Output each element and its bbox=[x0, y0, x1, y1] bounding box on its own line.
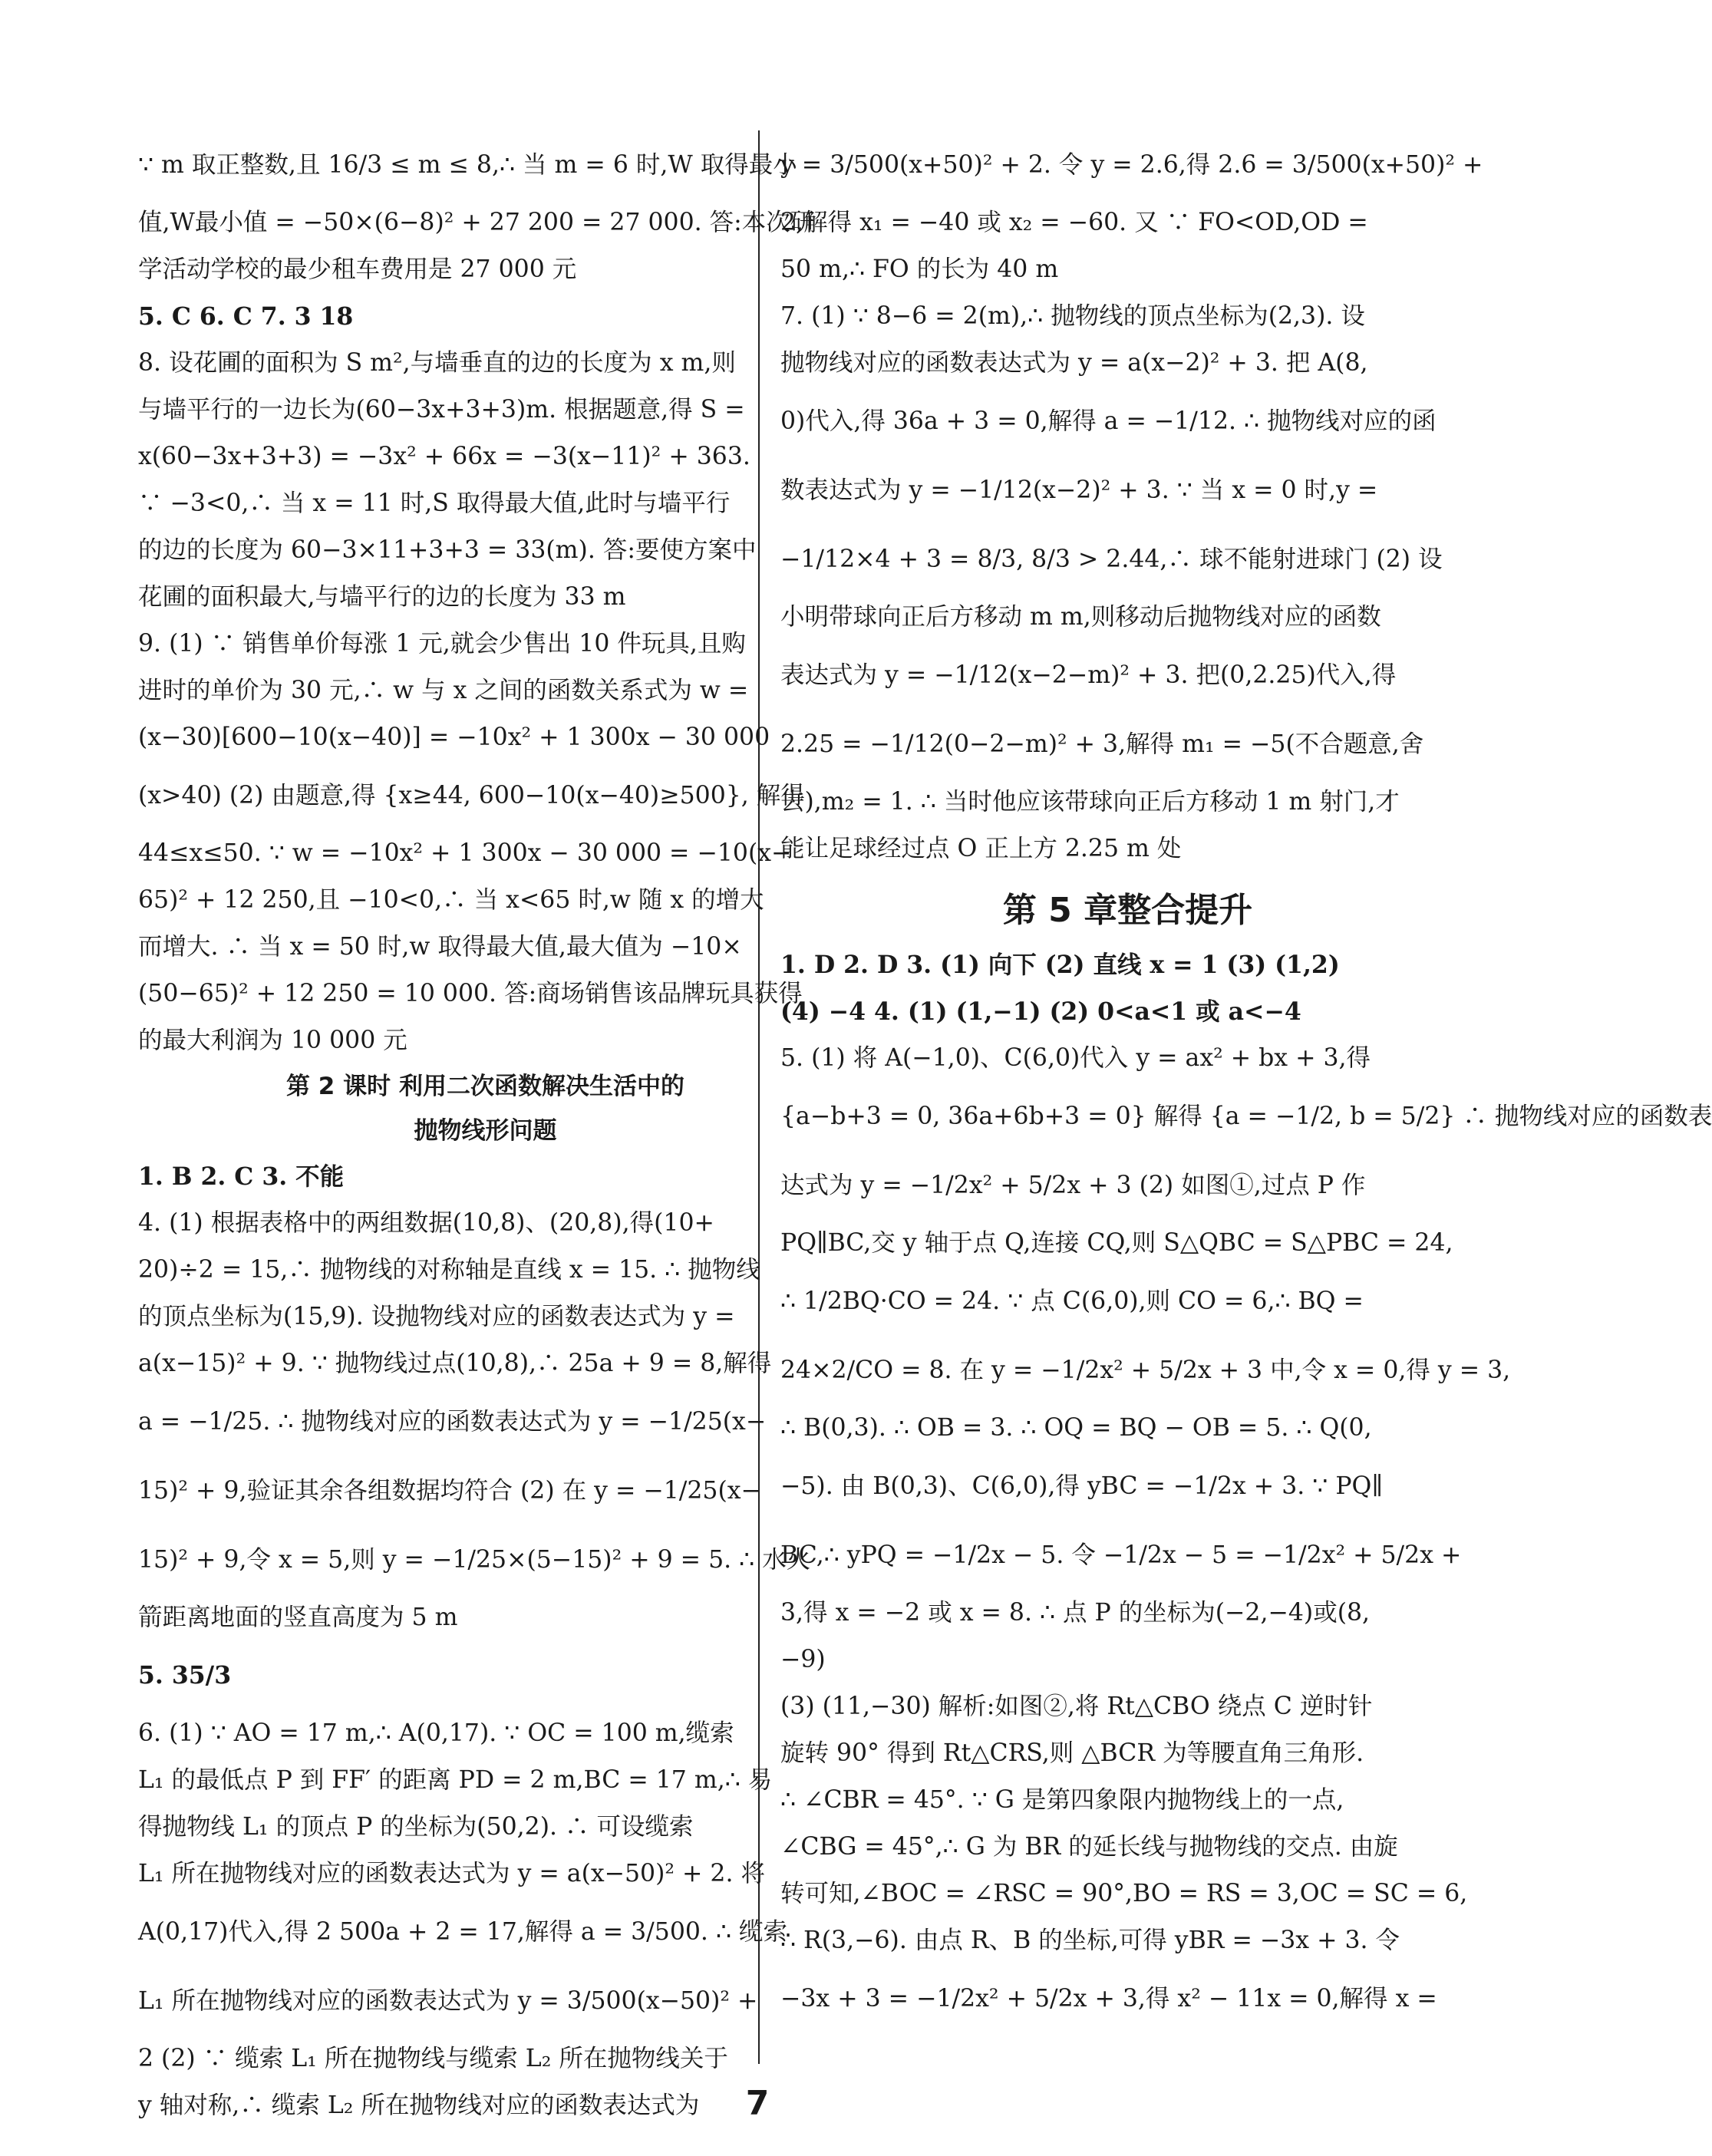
text-line: 学活动学校的最少租车费用是 27 000 元 bbox=[138, 255, 577, 283]
text-line: 花圃的面积最大,与墙平行的边的长度为 33 m bbox=[138, 583, 626, 611]
answer-line: 5. 35/3 bbox=[138, 1661, 232, 1690]
text-line: 2,解得 x₁ = −40 或 x₂ = −60. 又 ∵ FO<OD,OD = bbox=[780, 209, 1368, 236]
text-line: 20)÷2 = 15,∴ 抛物线的对称轴是直线 x = 15. ∴ 抛物线 bbox=[138, 1256, 760, 1284]
text-line: 2.25 = −1/12(0−2−m)² + 3,解得 m₁ = −5(不合题意,舍 bbox=[780, 730, 1424, 758]
text-line: (x−30)[600−10(x−40)] = −10x² + 1 300x − 30 000 bbox=[138, 724, 770, 751]
text-line: L₁ 所在抛物线对应的函数表达式为 y = 3/500(x−50)² + bbox=[138, 1987, 758, 2015]
text-line: PQ∥BC,交 y 轴于点 Q,连接 CQ,则 S△QBC = S△PBC = 24, bbox=[780, 1229, 1453, 1257]
text-line: 得抛物线 L₁ 的顶点 P 的坐标为(50,2). ∴ 可设缆索 bbox=[138, 1813, 694, 1841]
text-line: 值,W最小值 = −50×(6−8)² + 27 200 = 27 000. 答:本次研 bbox=[138, 209, 815, 236]
text-line: 50 m,∴ FO 的长为 40 m bbox=[780, 255, 1059, 283]
text-line: 的边的长度为 60−3×11+3+3 = 33(m). 答:要使方案中 bbox=[138, 536, 757, 564]
page-number: 7 bbox=[745, 2084, 770, 2123]
text-line: 去),m₂ = 1. ∴ 当时他应该带球向正后方移动 1 m 射门,才 bbox=[780, 788, 1400, 816]
text-line: 15)² + 9,令 x = 5,则 y = −1/25×(5−15)² + 9 = 5. ∴ 水火 bbox=[138, 1546, 811, 1574]
text-line: a(x−15)² + 9. ∵ 抛物线过点(10,8),∴ 25a + 9 = 8,解得 bbox=[138, 1350, 772, 1377]
text-line: 6. (1) ∵ AO = 17 m,∴ A(0,17). ∵ OC = 100 m,缆索 bbox=[138, 1719, 734, 1747]
text-line: ∴ 1/2BQ·CO = 24. ∵ 点 C(6,0),则 CO = 6,∴ BQ = bbox=[780, 1287, 1364, 1315]
text-line: 7. (1) ∵ 8−6 = 2(m),∴ 抛物线的顶点坐标为(2,3). 设 bbox=[780, 302, 1365, 330]
text-line: a = −1/25. ∴ 抛物线对应的函数表达式为 y = −1/25(x− bbox=[138, 1408, 767, 1436]
text-line: 能让足球经过点 O 正上方 2.25 m 处 bbox=[780, 835, 1182, 862]
text-line: 65)² + 12 250,且 −10<0,∴ 当 x<65 时,w 随 x 的增大 bbox=[138, 886, 764, 914]
text-line: 进时的单价为 30 元,∴ w 与 x 之间的函数关系式为 w = bbox=[138, 677, 749, 704]
text-line: 转可知,∠BOC = ∠RSC = 90°,BO = RS = 3,OC = SC = 6, bbox=[780, 1880, 1468, 1907]
text-line: 2 (2) ∵ 缆索 L₁ 所在抛物线与缆索 L₂ 所在抛物线关于 bbox=[138, 2045, 728, 2072]
text-line: BC,∴ yPQ = −1/2x − 5. 令 −1/2x − 5 = −1/2x² + 5/2x + bbox=[780, 1541, 1462, 1569]
text-line: y 轴对称,∴ 缆索 L₂ 所在抛物线对应的函数表达式为 bbox=[138, 2092, 700, 2119]
text-line: ∴ ∠CBR = 45°. ∵ G 是第四象限内抛物线上的一点, bbox=[780, 1786, 1344, 1814]
text-line: 15)² + 9,验证其余各组数据均符合 (2) 在 y = −1/25(x− bbox=[138, 1477, 761, 1505]
left-column bbox=[138, 130, 833, 2129]
text-line: (50−65)² + 12 250 = 10 000. 答:商场销售该品牌玩具获得 bbox=[138, 980, 803, 1007]
section-heading: 第 2 课时 利用二次函数解决生活中的 bbox=[286, 1073, 684, 1100]
text-line: 24×2/CO = 8. 在 y = −1/2x² + 5/2x + 3 中,令 x = 0,得 y = 3, bbox=[780, 1357, 1511, 1384]
text-line: 8. 设花圃的面积为 S m²,与墙垂直的边的长度为 x m,则 bbox=[138, 349, 736, 377]
text-line: −9) bbox=[780, 1646, 826, 1673]
text-line: 5. (1) 将 A(−1,0)、C(6,0)代入 y = ax² + bx + 3,得 bbox=[780, 1044, 1371, 1072]
text-line: 而增大. ∴ 当 x = 50 时,w 取得最大值,最大值为 −10× bbox=[138, 933, 742, 961]
text-line: 数表达式为 y = −1/12(x−2)² + 3. ∵ 当 x = 0 时,y = bbox=[780, 476, 1378, 504]
answer-line: 5. C 6. C 7. 3 18 bbox=[138, 302, 354, 331]
chapter-title: 第 5 章整合提升 bbox=[1002, 891, 1253, 930]
text-line: ∴ B(0,3). ∴ OB = 3. ∴ OQ = BQ − OB = 5. ∴ Q(0, bbox=[780, 1414, 1372, 1442]
answer-line: 1. D 2. D 3. (1) 向下 (2) 直线 x = 1 (3) (1,2) bbox=[780, 951, 1340, 979]
text-line: {a−b+3 = 0, 36a+6b+3 = 0} 解得 {a = −1/2, b = 5/2} ∴ 抛物线对应的函数表 bbox=[780, 1103, 1712, 1130]
text-line: 抛物线对应的函数表达式为 y = a(x−2)² + 3. 把 A(8, bbox=[780, 349, 1368, 377]
text-line: ∵ m 取正整数,且 16/3 ≤ m ≤ 8,∴ 当 m = 6 时,W 取得最小 bbox=[138, 151, 797, 179]
text-line: ∠CBG = 45°,∴ G 为 BR 的延长线与抛物线的交点. 由旋 bbox=[780, 1833, 1398, 1861]
section-heading-cont: 抛物线形问题 bbox=[414, 1117, 557, 1145]
right-column bbox=[780, 130, 1712, 2033]
text-line: −5). 由 B(0,3)、C(6,0),得 yBC = −1/2x + 3. ∵ PQ∥ bbox=[780, 1472, 1383, 1500]
text-line: 3,得 x = −2 或 x = 8. ∴ 点 P 的坐标为(−2,−4)或(8, bbox=[780, 1599, 1371, 1627]
text-line: A(0,17)代入,得 2 500a + 2 = 17,解得 a = 3/500. ∴ 缆索 bbox=[138, 1918, 787, 1946]
text-line: 4. (1) 根据表格中的两组数据(10,8)、(20,8),得(10+ bbox=[138, 1209, 714, 1237]
text-line: 9. (1) ∵ 销售单价每涨 1 元,就会少售出 10 件玩具,且购 bbox=[138, 630, 746, 658]
answer-line: 1. B 2. C 3. 不能 bbox=[138, 1162, 345, 1191]
text-line: y = 3/500(x+50)² + 2. 令 y = 2.6,得 2.6 = 3/500(x+50)² + bbox=[780, 151, 1483, 179]
text-line: (3) (11,−30) 解析:如图②,将 Rt△CBO 绕点 C 逆时针 bbox=[780, 1693, 1373, 1720]
text-line: 箭距离地面的竖直高度为 5 m bbox=[138, 1604, 458, 1631]
text-line: ∴ R(3,−6). 由点 R、B 的坐标,可得 yBR = −3x + 3. 令 bbox=[780, 1927, 1400, 1954]
text-line: (x>40) (2) 由题意,得 {x≥44, 600−10(x−40)≥500}, 解得 bbox=[138, 782, 805, 809]
text-line: 达式为 y = −1/2x² + 5/2x + 3 (2) 如图①,过点 P 作 bbox=[780, 1172, 1366, 1199]
answer-line: (4) −4 4. (1) (1,−1) (2) 0<a<1 或 a<−4 bbox=[780, 997, 1301, 1026]
text-line: 0)代入,得 36a + 3 = 0,解得 a = −1/12. ∴ 抛物线对应的函 bbox=[780, 407, 1437, 435]
text-line: 44≤x≤50. ∵ w = −10x² + 1 300x − 30 000 = −10(x− bbox=[138, 839, 792, 867]
text-line: 小明带球向正后方移动 m m,则移动后抛物线对应的函数 bbox=[780, 603, 1381, 631]
text-line: L₁ 所在抛物线对应的函数表达式为 y = a(x−50)² + 2. 将 bbox=[138, 1860, 766, 1887]
text-line: −3x + 3 = −1/2x² + 5/2x + 3,得 x² − 11x = 0,解得 x = bbox=[780, 1985, 1437, 2013]
text-line: 表达式为 y = −1/12(x−2−m)² + 3. 把(0,2.25)代入,得 bbox=[780, 661, 1397, 689]
text-line: −1/12×4 + 3 = 8/3, 8/3 > 2.44,∴ 球不能射进球门 (2) 设 bbox=[780, 546, 1443, 573]
text-line: 的顶点坐标为(15,9). 设抛物线对应的函数表达式为 y = bbox=[138, 1303, 735, 1330]
text-line: 与墙平行的一边长为(60−3x+3+3)m. 根据题意,得 S = bbox=[138, 396, 745, 424]
text-line: 旋转 90° 得到 Rt△CRS,则 △BCR 为等腰直角三角形. bbox=[780, 1739, 1364, 1767]
text-line: x(60−3x+3+3) = −3x² + 66x = −3(x−11)² + 363. bbox=[138, 443, 750, 470]
text-line: L₁ 的最低点 P 到 FF′ 的距离 PD = 2 m,BC = 17 m,∴ 易 bbox=[138, 1766, 773, 1794]
text-line: ∵ −3<0,∴ 当 x = 11 时,S 取得最大值,此时与墙平行 bbox=[138, 490, 731, 517]
text-line: 的最大利润为 10 000 元 bbox=[138, 1027, 407, 1054]
